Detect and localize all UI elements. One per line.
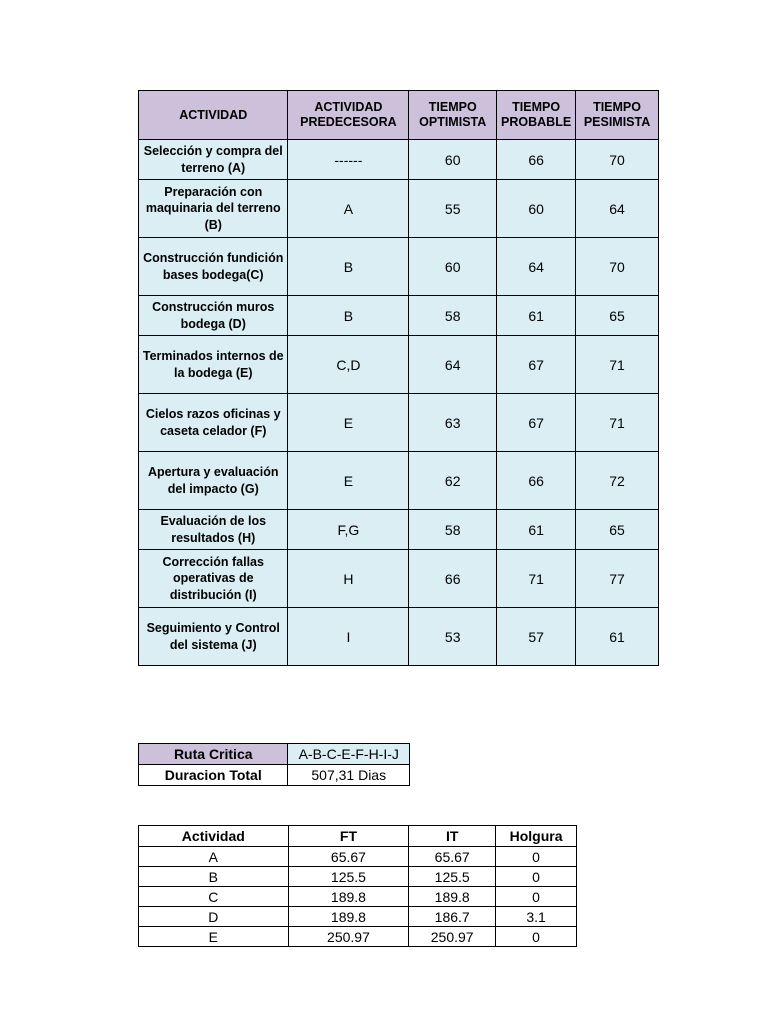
predecessor-cell: C,D bbox=[288, 336, 409, 394]
table-row bbox=[139, 296, 659, 336]
table-row bbox=[139, 907, 577, 927]
slack-header-row bbox=[139, 826, 577, 847]
activity-cell: Selección y compra del terreno (A) bbox=[139, 140, 288, 180]
table-row bbox=[139, 180, 659, 238]
header-it: IT bbox=[409, 826, 496, 847]
predecessor-cell: B bbox=[288, 296, 409, 336]
slack-cell: 0 bbox=[496, 927, 577, 947]
header-predecesora: ACTIVIDAD PREDECESORA bbox=[288, 91, 409, 140]
total-duration-value: 507,31 Dias bbox=[288, 765, 410, 786]
pessimistic-cell: 61 bbox=[576, 608, 659, 666]
ft-cell: 189.8 bbox=[288, 887, 409, 907]
probable-cell: 57 bbox=[497, 608, 576, 666]
probable-cell: 64 bbox=[497, 238, 576, 296]
probable-cell: 61 bbox=[497, 510, 576, 550]
optimistic-cell: 58 bbox=[409, 296, 497, 336]
table-row bbox=[139, 887, 577, 907]
pessimistic-cell: 70 bbox=[576, 238, 659, 296]
table-row bbox=[139, 452, 659, 510]
activity-cell: E bbox=[139, 927, 289, 947]
total-duration-row bbox=[139, 765, 410, 786]
pessimistic-cell: 77 bbox=[576, 550, 659, 608]
activity-cell: Terminados internos de la bodega (E) bbox=[139, 336, 288, 394]
probable-cell: 67 bbox=[497, 336, 576, 394]
header-pesimista: TIEMPO PESIMISTA bbox=[576, 91, 659, 140]
it-cell: 250.97 bbox=[409, 927, 496, 947]
optimistic-cell: 62 bbox=[409, 452, 497, 510]
pessimistic-cell: 65 bbox=[576, 510, 659, 550]
table-header-row bbox=[139, 91, 659, 140]
activity-cell: Preparación con maquinaria del terreno (B) bbox=[139, 180, 288, 238]
slack-table bbox=[138, 825, 577, 947]
optimistic-cell: 58 bbox=[409, 510, 497, 550]
table-row bbox=[139, 847, 577, 867]
probable-cell: 66 bbox=[497, 452, 576, 510]
table-row bbox=[139, 336, 659, 394]
activity-cell: Apertura y evaluación del impacto (G) bbox=[139, 452, 288, 510]
table-row bbox=[139, 608, 659, 666]
activity-cell: Construcción muros bodega (D) bbox=[139, 296, 288, 336]
predecessor-cell: E bbox=[288, 394, 409, 452]
activity-cell: A bbox=[139, 847, 289, 867]
predecessor-cell: A bbox=[288, 180, 409, 238]
activity-cell: B bbox=[139, 867, 289, 887]
total-duration-label: Duracion Total bbox=[139, 765, 288, 786]
probable-cell: 61 bbox=[497, 296, 576, 336]
probable-cell: 67 bbox=[497, 394, 576, 452]
pessimistic-cell: 71 bbox=[576, 394, 659, 452]
optimistic-cell: 64 bbox=[409, 336, 497, 394]
predecessor-cell: ------ bbox=[288, 140, 409, 180]
predecessor-cell: H bbox=[288, 550, 409, 608]
activity-cell: C bbox=[139, 887, 289, 907]
critical-path-label: Ruta Critica bbox=[139, 744, 288, 765]
critical-path-row bbox=[139, 744, 410, 765]
probable-cell: 71 bbox=[497, 550, 576, 608]
slack-cell: 0 bbox=[496, 847, 577, 867]
activity-cell: Evaluación de los resultados (H) bbox=[139, 510, 288, 550]
pessimistic-cell: 70 bbox=[576, 140, 659, 180]
activity-cell: Seguimiento y Control del sistema (J) bbox=[139, 608, 288, 666]
slack-cell: 3.1 bbox=[496, 907, 577, 927]
it-cell: 65.67 bbox=[409, 847, 496, 867]
ft-cell: 125.5 bbox=[288, 867, 409, 887]
header-actividad: Actividad bbox=[139, 826, 289, 847]
critical-path-value: A-B-C-E-F-H-I-J bbox=[288, 744, 410, 765]
table-row bbox=[139, 140, 659, 180]
optimistic-cell: 60 bbox=[409, 140, 497, 180]
predecessor-cell: F,G bbox=[288, 510, 409, 550]
predecessor-cell: E bbox=[288, 452, 409, 510]
pessimistic-cell: 64 bbox=[576, 180, 659, 238]
pessimistic-cell: 65 bbox=[576, 296, 659, 336]
ft-cell: 65.67 bbox=[288, 847, 409, 867]
optimistic-cell: 53 bbox=[409, 608, 497, 666]
it-cell: 186.7 bbox=[409, 907, 496, 927]
ft-cell: 189.8 bbox=[288, 907, 409, 927]
table-row bbox=[139, 867, 577, 887]
probable-cell: 66 bbox=[497, 140, 576, 180]
activity-cell: Construcción fundición bases bodega(C) bbox=[139, 238, 288, 296]
activity-cell: Corrección fallas operativas de distribución (I) bbox=[139, 550, 288, 608]
table-row bbox=[139, 927, 577, 947]
slack-cell: 0 bbox=[496, 867, 577, 887]
probable-cell: 60 bbox=[497, 180, 576, 238]
optimistic-cell: 63 bbox=[409, 394, 497, 452]
table-row bbox=[139, 394, 659, 452]
predecessor-cell: B bbox=[288, 238, 409, 296]
optimistic-cell: 66 bbox=[409, 550, 497, 608]
activity-cell: D bbox=[139, 907, 289, 927]
activity-cell: Cielos razos oficinas y caseta celador (F) bbox=[139, 394, 288, 452]
header-holgura: Holgura bbox=[496, 826, 577, 847]
activity-time-table bbox=[138, 90, 659, 666]
header-probable: TIEMPO PROBABLE bbox=[497, 91, 576, 140]
table-row bbox=[139, 510, 659, 550]
pessimistic-cell: 71 bbox=[576, 336, 659, 394]
it-cell: 189.8 bbox=[409, 887, 496, 907]
header-actividad: ACTIVIDAD bbox=[139, 91, 288, 140]
table-row bbox=[139, 550, 659, 608]
slack-cell: 0 bbox=[496, 887, 577, 907]
ft-cell: 250.97 bbox=[288, 927, 409, 947]
header-optimista: TIEMPO OPTIMISTA bbox=[409, 91, 497, 140]
it-cell: 125.5 bbox=[409, 867, 496, 887]
pessimistic-cell: 72 bbox=[576, 452, 659, 510]
header-ft: FT bbox=[288, 826, 409, 847]
predecessor-cell: I bbox=[288, 608, 409, 666]
optimistic-cell: 55 bbox=[409, 180, 497, 238]
critical-path-summary bbox=[138, 743, 410, 786]
table-row bbox=[139, 238, 659, 296]
optimistic-cell: 60 bbox=[409, 238, 497, 296]
